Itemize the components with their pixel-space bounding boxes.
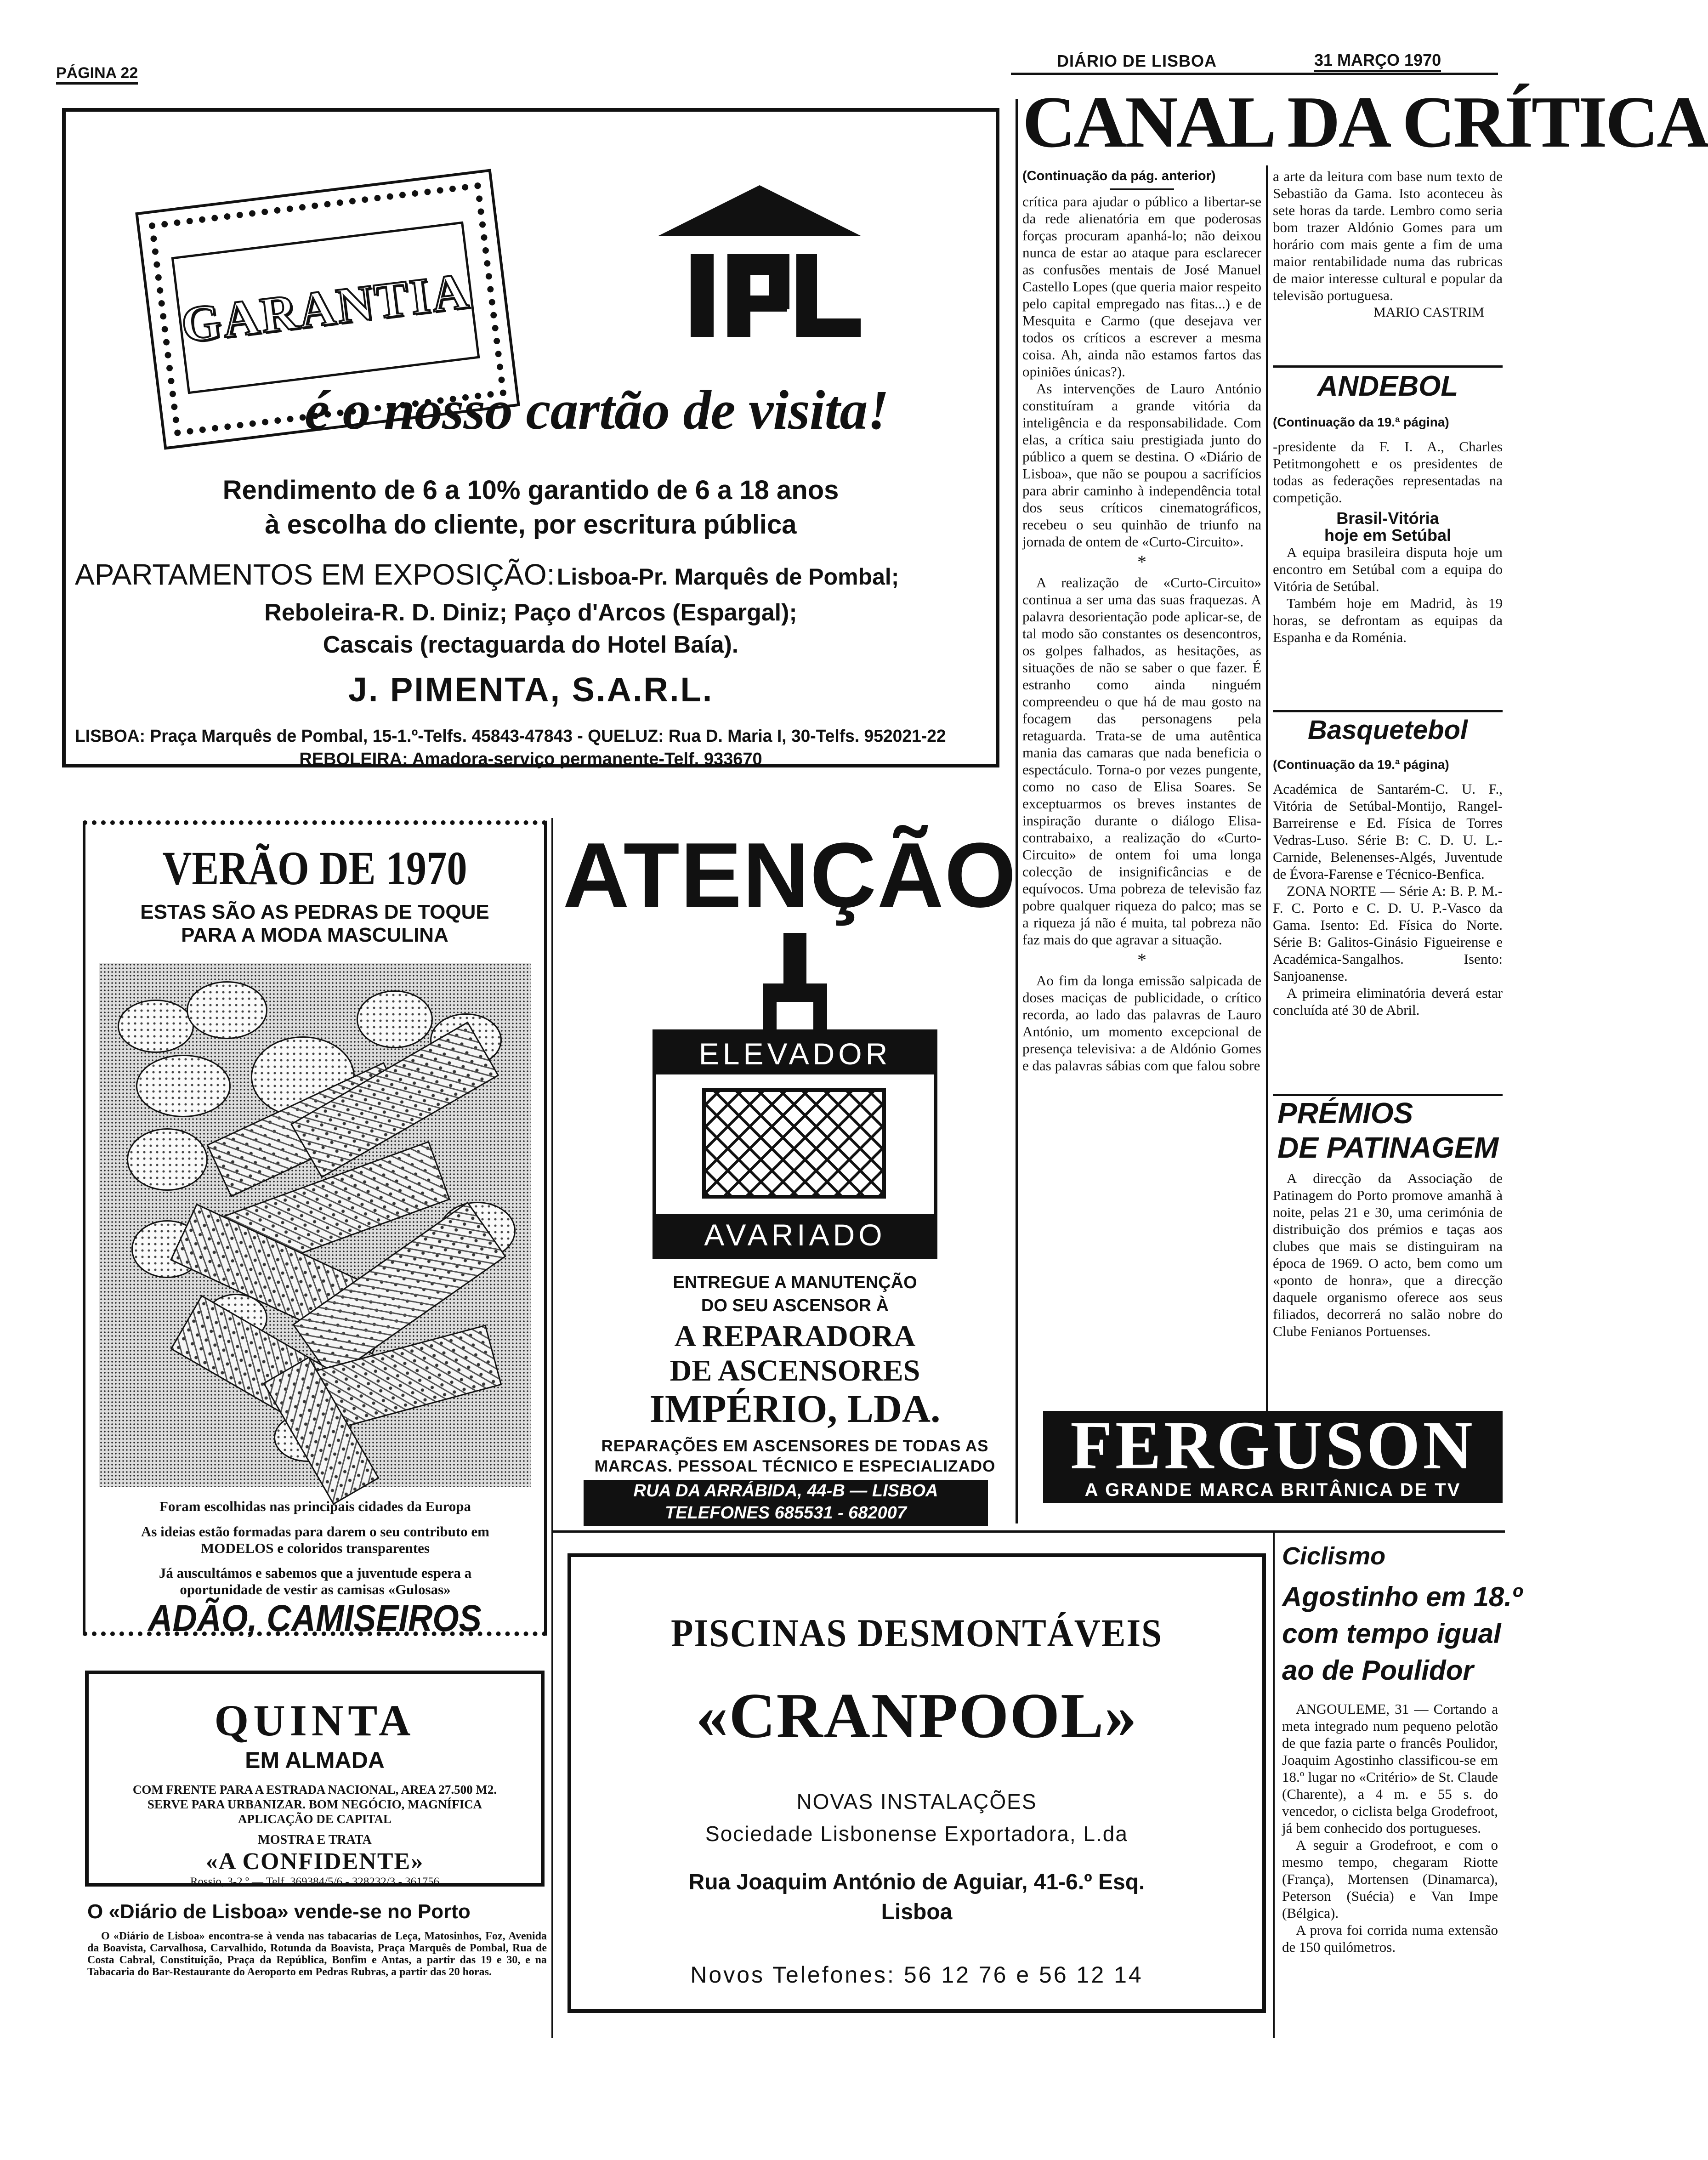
verao-text-3: Já auscultámos e sabemos que a juventude espera a oportunidade de vestir as camisas «Gulosas» [159, 1565, 472, 1597]
cranpool-phones: Novos Telefones: 56 12 76 e 56 12 14 [690, 1962, 1143, 1988]
ipl-logo [658, 185, 861, 360]
elevador-company-3: IMPÉRIO, LDA. [649, 1387, 941, 1431]
elevador-company-2: DE ASCENSORES [670, 1354, 920, 1387]
andebol-continuation: (Continuação da 19.ª página) [1273, 415, 1449, 429]
elevador-phones: TELEFONES 685531 - 682007 [665, 1503, 907, 1523]
ciclismo-body [1282, 1700, 1498, 1955]
atencao-headline: ATENÇÃO [563, 824, 1017, 927]
cranpool-title: PISCINAS DESMONTÁVEIS [671, 1611, 1163, 1655]
quinta-subtitle: EM ALMADA [245, 1747, 385, 1773]
verao-text-2: As ideias estão formadas para darem o seu contributo em MODELOS e coloridos transparentes [141, 1523, 490, 1556]
basquetebol-paragraph: ZONA NORTE — Série A: B. P. M.-F. C. Porto e C. D. U. P.-Vasco da Gama. Isento: Ed. Física do Norte. Série B: Galitos-Ginásio Figueirense e Académica-Sangalhos. Isento: Sanjoanense. [1273, 883, 1503, 984]
separator-star: * [1137, 949, 1146, 970]
critica-paragraph: Ao fim da longa emissão salpicada de doses maciças de publicidade, o crítico recorda, ao lado das palavras de Lauro António, um momento excepcional de presença televisiva: a de Aldónio Gomes e das palavras sábias com que falou sobre [1022, 972, 1261, 1074]
garantia-ad [62, 108, 999, 767]
andebol-paragraph: -presidente da F. I. A., Charles Petitmongohett e os presidentes de todas as federações representadas na competição. [1273, 438, 1503, 506]
company-name: J. PIMENTA, S.A.R.L. [348, 671, 714, 709]
quinta-title: QUINTA [214, 1696, 415, 1745]
ferguson-tagline: A GRANDE MARCA BRITÂNICA DE TV [1084, 1480, 1461, 1500]
andebol-paragraph: Também hoje em Madrid, às 19 horas, se defrontam as equipas da Espanha e da Roménia. [1273, 595, 1503, 645]
basquetebol-paragraph: A primeira eliminatória deverá estar concluída até 30 de Abril. [1273, 985, 1503, 1018]
critica-paragraph: a arte da leitura com base num texto de Sebastião da Gama. Isto aconteceu às sete horas da tarde. Lembro como seria bom trazer Aldónio Gomes para um horário com mais gente a fim de uma maior rentabilidade numa das rubricas de maior interesse cultural e popular da televisão portuguesa. [1273, 168, 1503, 303]
sign-grille [702, 1088, 886, 1199]
basquetebol-body [1273, 756, 1503, 1018]
issue-date: 31 MARÇO 1970 [1314, 51, 1441, 72]
critica-paragraph: As intervenções de Lauro António constituíram a grande vitória da inteligência e da responsabilidade. Com elas, a crítica saiu prestigiada junto do público a quem se destina. O «Diário de Lisboa», que não se poupou a sacrifícios para abrir caminho à independência total dos seus críticos cinematográficos, recebeu o seu quinhão de triunfo na jornada de ontem de «Curto-Circuito». [1022, 381, 1261, 550]
andebol-body [1273, 414, 1503, 646]
ferguson-ad [1043, 1407, 1503, 1503]
critica-paragraph: A realização de «Curto-Circuito» continua a ser uma das suas fraquezas. A palavra desorientação pode aplicar-se, de tal modo são constantes os desencontros, os golpes falhados, as hesitações, as situações de não se saber o que fazer. É estranho como ainda ninguém compreendeu o que há de mau gosto na focagem das personagens pela retaguarda. Trata-se de uma autêntica mania das camaras que nada beneficia o espectáculo. Torna-o por vezes pungente, como no caso de Elisa Soares. Se exceptuarmos os breves instantes de inspiração durante o diálogo Elisa-contrabaixo, a realização do «Curto-Circuito» de ontem foi uma longa colecção de insignificâncias e de equívocos. Uma pobreza de televisão faz pobre qualquer riqueza do palco; mas se a riqueza já não é muita, tal pobreza não faz mais do que agravar a situação. [1022, 574, 1261, 948]
garantia-line2: à escolha do cliente, por escritura pública [265, 510, 797, 540]
ciclismo-paragraph: A seguir a Grodefroot, e com o mesmo tempo, chegaram Riotte (França), Mortensen (Dinamarca), Peterson (Suécia) e Van Impe (Bélgica). [1282, 1837, 1498, 1921]
verao-brand: ADÃO, CAMISEIROS [148, 1597, 482, 1639]
elevador-services: REPARAÇÕES EM ASCENSORES DE TODAS AS MARCAS. PESSOAL TÉCNICO E ESPECIALIZADO [594, 1437, 996, 1475]
ciclismo-paragraph: A prova foi corrida numa extensão de 150 quilómetros. [1282, 1922, 1498, 1955]
sign-top-label: ELEVADOR [656, 1033, 934, 1074]
elevador-address-box [584, 1480, 988, 1526]
critica-author: MARIO CASTRIM [1373, 305, 1484, 320]
ciclismo-title-1: Agostinho em 18.º [1282, 1581, 1522, 1612]
andebol-paragraph: A equipa brasileira disputa hoje um encontro em Setúbal com a equipa do Vitória de Setúbal. [1273, 544, 1503, 594]
garantia-address1: LISBOA: Praça Marquês de Pombal, 15-1.º-Telfs. 45843-47843 - QUELUZ: Rua D. Maria I, 30-Telfs. 952021-22 [75, 727, 946, 746]
critica-paragraph: crítica para ajudar o público a libertar-se da rede alienatória em que poderosas forças procuram apanhá-lo; não deixou nunca de estar ao ataque para esclarecer as confusões mentais de José Manuel Castello Lopes (que queria maior respeito pelo capital empregado nas fitas...) e de Mesquita e Carmo (que desejava ver todos os críticos a escrever a mesma coisa. Ah, ainda não estamos fartos das opiniões únicas?). [1022, 193, 1261, 380]
ciclismo-section: Ciclismo [1282, 1542, 1386, 1570]
verao-text-1: Foram escolhidas nas principais cidades da Europa [159, 1498, 471, 1514]
porto-notice-body: O «Diário de Lisboa» encontra-se à venda nas tabacarias de Leça, Matosinhos, Foz, Avenida da Boavista, Carvalhosa, Carvalhido, Rotunda da Boavista, Praça Marquês de Pombal, Rua de Costa Cabral, Constituição, Praça da República, Bonfim e Antas, a partir das 19 e 30, e na Tabacaria do Bar-Restaurante do Aeroporto em Pedras Rubras, a partir das 20 horas. [87, 1930, 547, 1978]
critica-column-1 [1022, 168, 1261, 1074]
premios-title-2: DE PATINAGEM [1277, 1131, 1499, 1164]
critica-continuation: (Continuação da pág. anterior) [1022, 169, 1216, 183]
apartments-title: APARTAMENTOS EM EXPOSIÇÃO: [75, 558, 555, 591]
verao-ad [83, 820, 547, 1639]
section-rule [551, 1530, 1505, 1533]
column-rule-mid [1266, 165, 1268, 1427]
cranpool-line3: Rua Joaquim António de Aguiar, 41-6.º Esq. [688, 1870, 1145, 1894]
apartments-places2: Reboleira-R. D. Diniz; Paço d'Arcos (Espargal); [264, 599, 797, 626]
basquetebol-paragraph: Académica de Santarém-C. U. F., Vitória de Setúbal-Montijo, Rangel-Barreirense e Ed. Física de Torres Vedras-Luso. Série B: C. D. U. L.-Carnide, Belenenses-Algés, Juventude de Évora-Farense e Técnico-Benfica. [1273, 781, 1503, 882]
ferguson-brand: FERGUSON [1070, 1407, 1475, 1484]
premios-paragraph: A direcção da Associação de Patinagem do Porto promove amanhã à noite, pelas 21 e 30, uma cerimónia de distribuição dos prémios e taças aos clubes que mais se distinguiram na época de 1969. O acto, bem como um «ponto de honra», que a direcção daquele organismo oferece aos seus filiados, decorrerá no salão nobre do Clube Fenianos Portuenses. [1273, 1170, 1503, 1339]
cranpool-line4: Lisboa [881, 1900, 953, 1924]
quinta-agency: «A CONFIDENTE» [205, 1848, 424, 1875]
apartments-places3: Cascais (rectaguarda do Hotel Baía). [323, 631, 739, 658]
cranpool-ad [567, 1553, 1266, 2013]
basquetebol-continuation: (Continuação da 19.ª página) [1273, 757, 1449, 772]
garantia-slogan: é o nosso cartão de visita! [305, 379, 889, 441]
quinta-address: Rossio, 3-2.º — Telf. 369384/5/6 - 328232/3 - 361756 [190, 1876, 440, 1888]
garantia-address2: REBOLEIRA: Amadora-serviço permanente-Telf. 933670 [299, 750, 762, 769]
andebol-subtitle-2: hoje em Setúbal [1324, 526, 1452, 545]
garantia-line1: Rendimento de 6 a 10% garantido de 6 a 18 anos [222, 475, 839, 505]
quinta-mostra: MOSTRA E TRATA [258, 1833, 372, 1847]
apartments-places1: Lisboa-Pr. Marquês de Pombal; [556, 564, 899, 590]
elevador-address: RUA DA ARRÁBIDA, 44-B — LISBOA [633, 1481, 938, 1501]
andebol-title: ANDEBOL [1317, 370, 1458, 402]
separator-star: * [1137, 551, 1146, 572]
canal-critica-title: CANAL DA CRÍTICA [1022, 81, 1708, 163]
ciclismo-title-2: com tempo igual [1282, 1618, 1501, 1649]
verao-subtitle-1: ESTAS SÃO AS PEDRAS DE TOQUE [140, 901, 489, 923]
basquetebol-title: Basquetebol [1307, 715, 1468, 745]
elevador-sign [653, 1029, 937, 1259]
garantia-label: GARANTIA [178, 262, 473, 353]
andebol-subtitle-1: Brasil-Vitória [1336, 509, 1439, 528]
ciclismo-title-3: ao de Poulidor [1282, 1655, 1474, 1686]
cranpool-line1: NOVAS INSTALAÇÕES [796, 1790, 1037, 1813]
critica-column-2 [1273, 168, 1503, 321]
cranpool-line2: Sociedade Lisbonense Exportadora, L.da [705, 1822, 1128, 1846]
verao-subtitle-2: PARA A MODA MASCULINA [181, 924, 448, 946]
porto-notice-title: O «Diário de Lisboa» vende-se no Porto [87, 1900, 471, 1923]
elevador-text-1: ENTREGUE A MANUTENÇÃO [673, 1273, 917, 1292]
apartments-line [75, 557, 994, 591]
elevador-company-1: A REPARADORA [674, 1319, 916, 1353]
cranpool-brand: «CRANPOOL» [696, 1680, 1138, 1751]
sign-bottom-label: AVARIADO [656, 1214, 934, 1256]
elevador-ad [556, 824, 1034, 1523]
ciclismo-paragraph: ANGOULEME, 31 — Cortando a meta integrado num pequeno pelotão de que fazia parte o francês Poulidor, Joaquim Agostinho classificou-se em 18.º lugar no «Critério» de St. Claude (Charente), a 4 m. e 55 s. do vencedor, o ciclista belga Grodefroot, já bem conhecido dos portugueses. [1282, 1701, 1498, 1836]
lift-hook-icon [754, 933, 836, 1039]
quinta-ad [85, 1671, 545, 1887]
elevador-text-2: DO SEU ASCENSOR À [701, 1296, 889, 1315]
quinta-body: COM FRENTE PARA A ESTRADA NACIONAL, AREA 27.500 M2. SERVE PARA URBANIZAR. BOM NEGÓCIO, MAGNÍFICA APLICAÇÃO DE CAPITAL [132, 1783, 497, 1826]
page-number: PÁGINA 22 [56, 64, 138, 85]
verao-title: VERÃO DE 1970 [162, 842, 467, 895]
newspaper-name: DIÁRIO DE LISBOA [1057, 51, 1217, 70]
header-rule [1011, 73, 1498, 75]
shirts-stones-photo [99, 963, 531, 1487]
premios-body [1273, 1170, 1503, 1340]
premios-title-1: PRÉMIOS [1277, 1097, 1413, 1130]
